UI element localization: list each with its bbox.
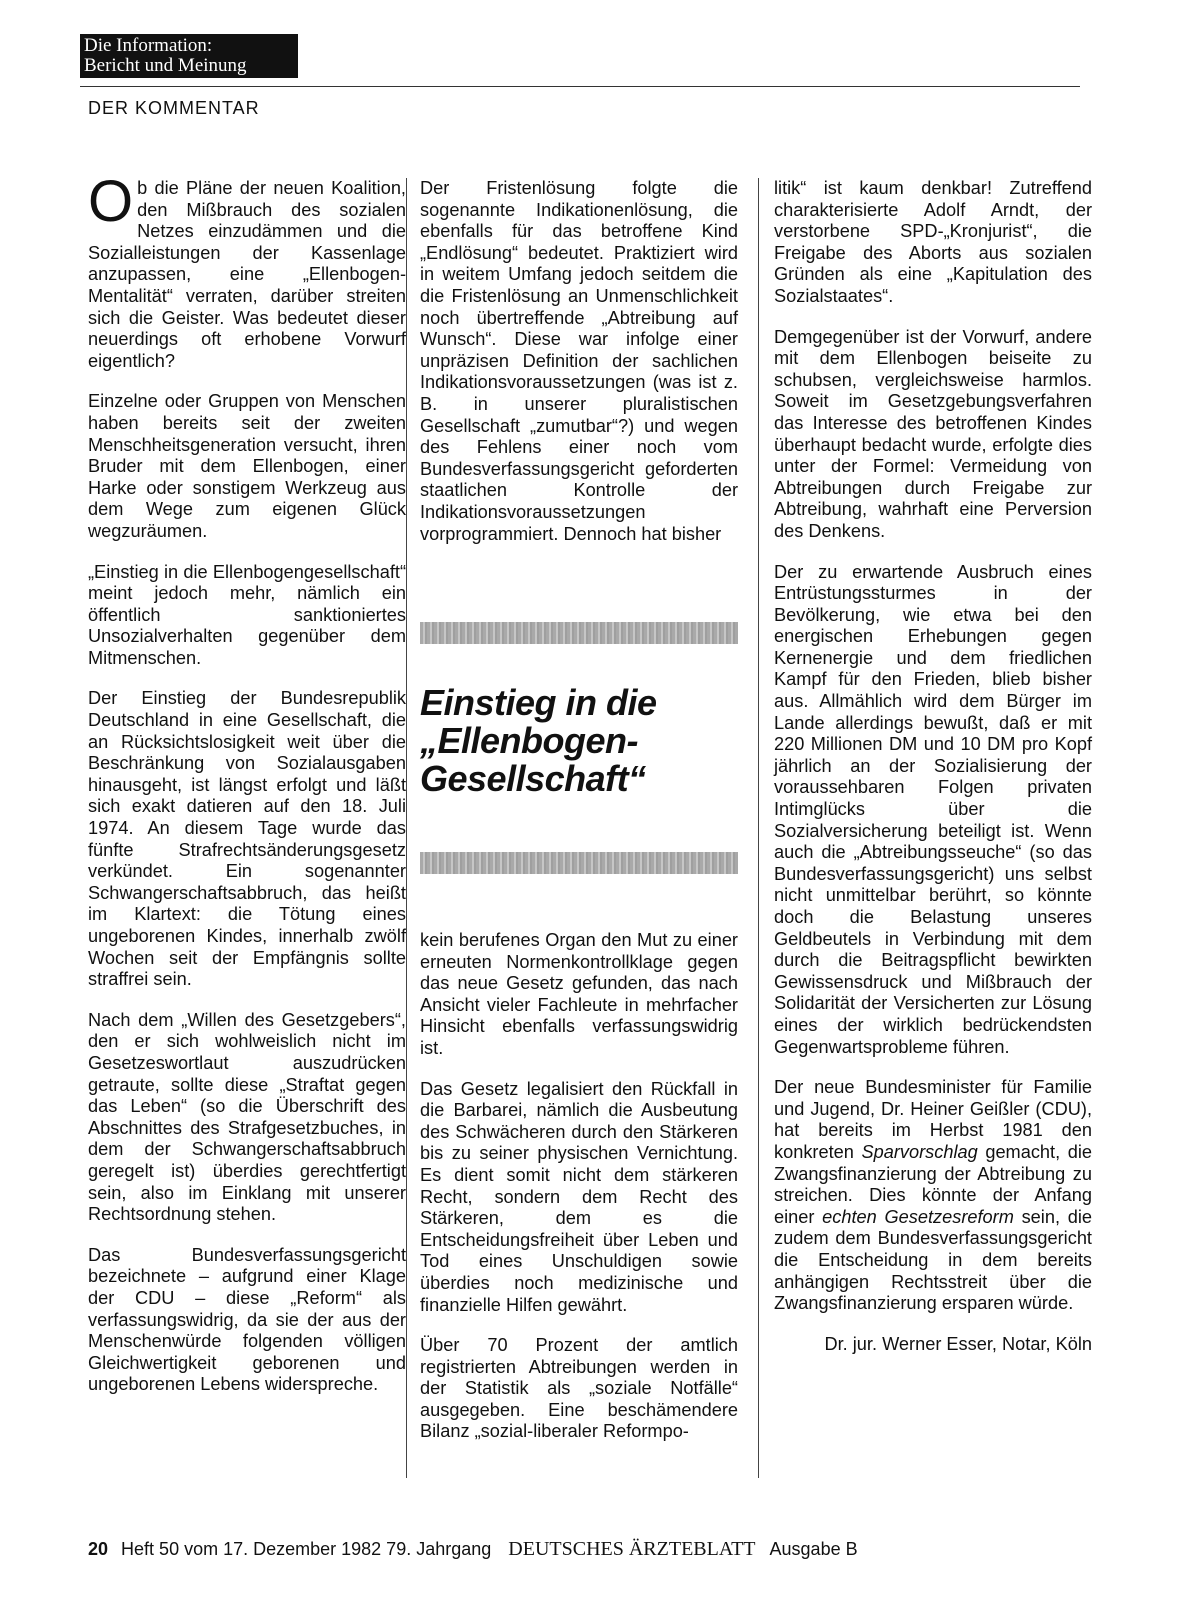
paragraph: „Einstieg in die Ellenbogengesellschaft“ meint jedoch mehr, nämlich ein öffentlich sanktioniertes Unsozialverhalten gegenüber dem Mitmenschen. [88,561,406,668]
author-signature: Dr. jur. Werner Esser, Notar, Köln [824,1333,1092,1354]
paragraph [88,169,406,372]
paragraph: Der zu erwartende Ausbruch eines Entrüstungssturmes in der Bevölkerung, wie etwa bei den energischen Erhebungen gegen Kernenergie und dem friedlichen Kampf für den Frieden, blieb bisher aus. Allmählich wird dem Bürger im Lande allerdings bewußt, daß er mit 220 Millionen DM und 10 DM pro Kopf jährlich an der Sozialisierung der voraussehbaren Folgen privaten Intimglücks über die Sozialversicherung beteiligt ist. Wenn auch die „Abtreibungsseuche“ (so das Bundesverfassungsgericht) uns selbst nicht unmittelbar berührt, so könnte doch die Belastung unseres Geldbeutels in Verbindung mit dem durch die Beitragspflicht bewirkten Gewissensdruck und Mißbrauch der Solidarität der Versicherten zur Lösung eines der wirklich bedrückendsten Gegenwartsprobleme führen. [774,561,1092,1057]
paragraph: Der Einstieg der Bundesrepublik Deutschland in eine Gesellschaft, die an Rücksichtslosigkeit weit über die Beschränkung von Sozialausgaben hinausgeht, ist längst erfolgt und läßt sich exakt datieren auf den 18. Juli 1974. An diesem Tage wurde das fünfte Strafrechtsänderungsgesetz verkündet. Ein sogenannter Schwangerschaftsabbruch, das heißt im Klartext: die Tötung eines ungeborenen Kindes, innerhalb zwölf Wochen seit der Empfängnis sollte straffrei sein. [88,688,406,990]
paragraph: Nach dem „Willen des Gesetzgebers“, den er sich wohlweislich nicht im Gesetzeswortlaut auszudrücken getraute, sollte diese „Straftat gegen das Leben“ (so die Überschrift des Abschnittes des Strafgesetzbuches, in dem der Schwangerschaftsabbruch geregelt ist) überdies gerechtfertigt sein, also im Einklang mit unserer Rechtsordnung stehen. [88,1009,406,1225]
column-divider [758,178,759,1478]
column-3 [774,178,1092,1374]
section-label-line2: Bericht und Meinung [84,55,247,76]
headline-bar-top [420,622,738,644]
page-footer [88,1538,858,1561]
paragraph: Einzelne oder Gruppen von Menschen haben bereits seit der zweiten Menschheitsgeneration versucht, ihren Bruder mit dem Ellenbogen, einer Harke oder sonstigem Werkzeug aus dem Wege zum eigenen Glück wegzuräumen. [88,391,406,541]
emphasis: echten Gesetzesreform [822,1206,1014,1227]
paragraph: Das Bundesverfassungsgericht bezeichnete – aufgrund einer Klage der CDU – diese „Reform“ als verfassungswidrig, da sie der aus der Menschenwürde folgenden völligen Gleichwertigkeit geborenen und ungeborenen Lebens widerspreche. [88,1244,406,1395]
paragraph: kein berufenes Organ den Mut zu einer erneuten Normenkontrollklage gegen das neue Gesetz gefunden, das nach Ansicht vieler Fachleute in mehrfacher Hinsicht ebenfalls verfassungswidrig ist. [420,930,738,1058]
issue-info: Heft 50 vom 17. Dezember 1982 79. Jahrgang [121,1539,492,1559]
headline [420,684,740,798]
section-label [80,34,298,78]
section-label-line1: Die Information: [84,35,213,56]
edition: Ausgabe B [769,1539,858,1559]
paragraph-text: gemacht, die Zwangsfinanzierung der Abtreibung zu streichen. Dies könnte der Anfang einer [774,1141,1092,1227]
kicker: DER KOMMENTAR [88,98,260,118]
drop-cap: O [88,169,134,234]
column-2-lower [420,930,738,1462]
paragraph: Der Fristenlösung folgte die sogenannte Indikationenlösung, die ebenfalls für das betroffene Kind „Endlösung“ bedeutet. Praktiziert wird in weitem Umfang jedoch seitdem die die Fristenlösung an Unmenschlichkeit noch übertreffende „Abtreibung auf Wunsch“. Diese war infolge einer unpräzisen Definition der sachlichen Indikationsvoraussetzungen (was ist z. B. in unserer pluralistischen Gesellschaft „zumutbar“?) und wegen des Fehlens einer noch vom Bundesverfassungsgericht geforderten staatlichen Kontrolle der Indikationsvoraussetzungen vorprogrammiert. Dennoch hat bisher [420,178,738,544]
paragraph: Demgegenüber ist der Vorwurf, andere mit dem Ellenbogen beiseite zu schubsen, vergleichsweise harmlos. Soweit im Gesetzgebungsverfahren das Interesse des betroffenen Kindes überhaupt bedacht wurde, erfolgte dies unter der Formel: Vermeidung von Abtreibungen durch Freigabe zur Abtreibung, wahrhaft eine Perversion des Denkens. [774,326,1092,541]
column-2-upper [420,178,738,564]
paragraph: Über 70 Prozent der amtlich registrierten Abtreibungen werden in der Statistik als „soziale Notfälle“ ausgegeben. Eine beschämendere Bilanz „sozial-liberaler Reformpo- [420,1335,738,1442]
paragraph-text: Der neue Bundesminister für Familie und Jugend, Dr. Heiner Geißler (CDU), hat bereits im Herbst 1981 den konkreten [774,1077,1092,1162]
column-divider [406,178,407,1478]
headline-bar-bottom [420,852,738,874]
page-number: 20 [88,1539,109,1559]
paragraph: Das Gesetz legalisiert den Rückfall in die Barbarei, nämlich die Ausbeutung des Schwächeren durch den Stärkeren bis zu seiner physischen Vernichtung. Es dient somit nicht dem stärkeren Recht, sondern dem Recht des Stärkeren, dem es die Entscheidungsfreiheit über Leben und Tod eines Unschuldigen sowie überdies noch medizinische und finanzielle Hilfen gewährt. [420,1078,738,1315]
headline-box [420,622,740,892]
paragraph-text: b die Pläne der neuen Koalition, den Mißbrauch des sozialen Netzes einzudämmen und die Sozialleistungen der Kassenlage anzupassen, eine „Ellenbogen-Mentalität“ verraten, darüber streiten sich die Geister. Was bedeutet dieser neuerdings oft erhobene Vorwurf eigentlich? [88,178,406,371]
headline-line2: „Ellenbogen- [420,720,638,761]
paragraph: litik“ ist kaum denkbar! Zutreffend charakterisierte Adolf Arndt, der verstorbene SPD-„Kronjurist“, die Freigabe des Aborts aus sozialen Gründen als eine „Kapitulation des Sozialstaates“. [774,178,1092,306]
paragraph [774,1077,1092,1315]
paragraph-text: sein, die zudem dem Bundesverfassungsgericht die Entscheidung in dem bereits anhängigen Rechtsstreit über die Zwangsfinanzierung ersparen würde. [774,1206,1092,1314]
emphasis: Sparvorschlag [861,1141,978,1162]
header-rule [80,86,1080,87]
column-1 [88,169,406,1415]
journal-name: DEUTSCHES ÄRZTEBLATT [508,1538,756,1560]
headline-line3: Gesellschaft“ [420,758,646,799]
headline-line1: Einstieg in die [420,682,657,723]
